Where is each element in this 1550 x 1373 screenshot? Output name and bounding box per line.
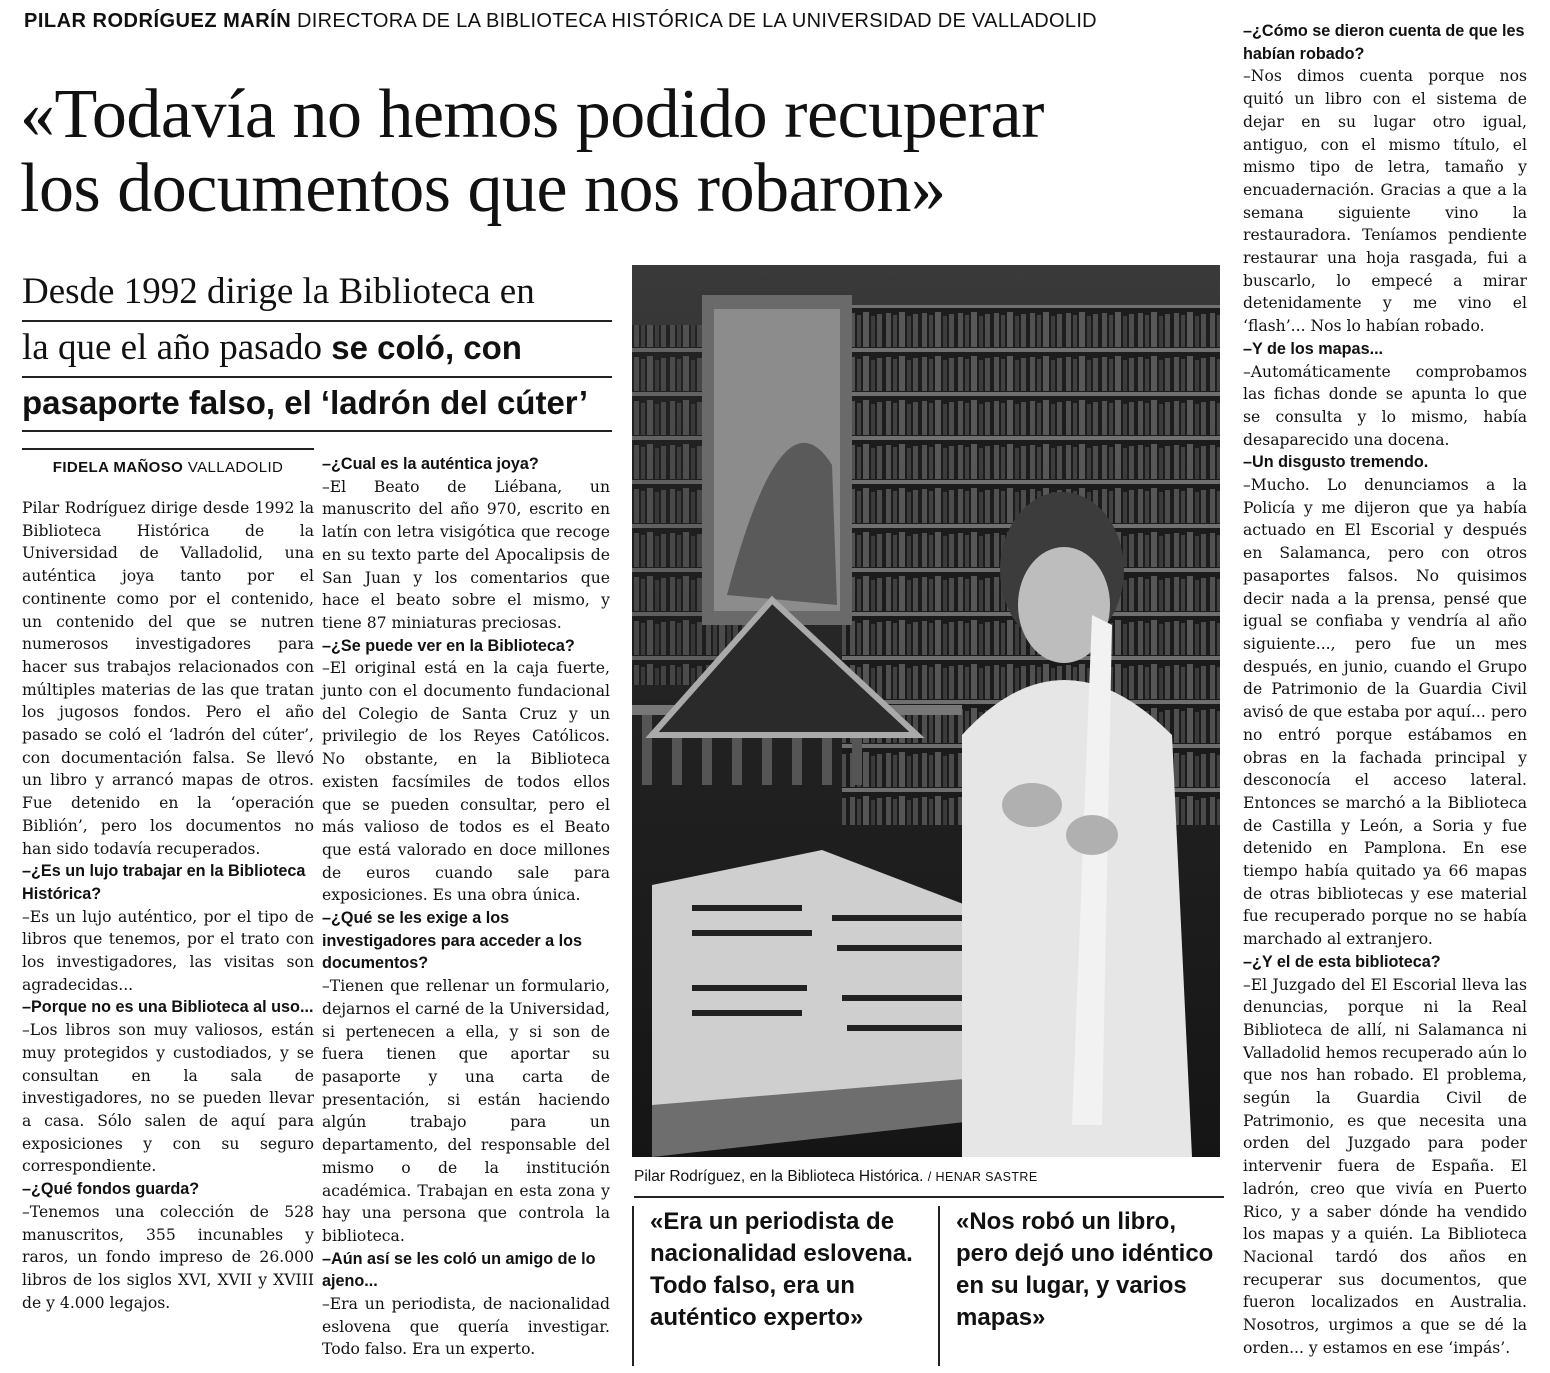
interview-question: –¿Cómo se dieron cuenta de que les habían robado? [1243, 22, 1525, 63]
interview-question: –¿Es un lujo trabajar en la Biblioteca Histórica? [22, 862, 306, 903]
photo-library-woman-manuscript-icon [632, 265, 1220, 1157]
subheadline [22, 266, 612, 432]
interview-question: –¿Cual es la auténtica joya? [322, 455, 539, 473]
interview-answer: –Automáticamente comprobamos las fichas donde se apunta lo que se consulta y lo mismo, había desaparecido una docena. [1243, 362, 1527, 449]
interview-answer: –Nos dimos cuenta porque nos quitó un libro con el sistema de dejar en su lugar otro igual, antiguo, con el mismo título, el mismo tipo de letra, tamaño y encuadernación. Gracias a que a la semana siguiente vino la restauradora. Teníamos pendiente restaurar una hoja rasgada, fui a buscarlo, lo empecé a mirar detenidamente y me vino el ‘flash’... Nos lo habían robado. [1243, 67, 1527, 336]
pullquote-bar [632, 1206, 634, 1366]
interview-question: –¿Qué fondos guarda? [22, 1180, 200, 1199]
caption-text: Pilar Rodríguez, en la Biblioteca Histórica. [634, 1168, 924, 1185]
text-column-1 [22, 497, 314, 1314]
text-column-3 [1243, 20, 1527, 1359]
library-photo [632, 265, 1220, 1157]
intro-paragraph: Pilar Rodríguez dirige desde 1992 la Biblioteca Histórica de la Universidad de Valladolid, una auténtica joya tanto por el continente como por el contenido, un contenido del que se nutren numerosos investigadores para hacer sus trabajos relacionados con múltiples materias de las que tratan los jugosos fondos. Pero el año pasado se coló el ‘ladrón del cúter’, con documentación falsa. Se llevó un libro y arrancó mapas de otros. Fue detenido en la ‘operación Biblión’, pero los documentos no han sido todavía recuperados. [22, 499, 314, 858]
byline-author: FIDELA MAÑOSO [52, 459, 184, 476]
subheadline-line-3: pasaporte falso, el ‘ladrón del cúter’ [22, 378, 612, 432]
headline [20, 78, 1230, 226]
subheadline-line-2-bold: se coló, con [331, 329, 522, 366]
pullquote-2: «Nos robó un libro, pero dejó uno idéntico en su lugar, y varios mapas» [956, 1208, 1214, 1331]
interview-question: –¿Se puede ver en la Biblioteca? [322, 636, 575, 655]
interview-answer: –Tenemos una colección de 528 manuscritos, 355 incunables y raros, un fondo impreso de 26.000 libros de los siglos XVI, XVII y XVIII de y 4.000 legajos. [22, 1202, 314, 1312]
interview-answer: –Los libros son muy valiosos, están muy protegidos y custodiados, y se consultan en la sala de investigadores, no se pueden llevar a casa. Sólo salen de aquí para exposiciones y con su seguro correspondiente. [22, 1021, 314, 1176]
article-kicker [24, 10, 1224, 33]
interview-answer: –El Beato de Liébana, un manuscrito del año 970, escrito en latín con letra visigótica que recoge en su texto parte del Apocalipsis de San Juan y los comentarios que hace el beato sobre el mismo, y tiene 87 miniaturas preciosas. [322, 477, 610, 632]
interview-answer: –Tienen que rellenar un formulario, dejarnos el carné de la Universidad, si pertenecen a ella, y si son de fuera tienen que aportar su pasaporte y una carta de presentación, si están haciendo algún trabajo para un departamento, del responsable del mismo o de la institución académica. Trabajan en esta zona y hay una persona que controla la biblioteca. [322, 977, 610, 1245]
interview-question: –Un disgusto tremendo. [1243, 453, 1429, 472]
interview-question: –¿Qué se les exige a los investigadores para acceder a los documentos? [322, 909, 583, 973]
headline-line-1: «Todavía no hemos podido recuperar [20, 76, 1044, 153]
byline [22, 448, 314, 476]
interview-question: –Y de los mapas... [1243, 339, 1384, 358]
interviewee-name: PILAR RODRÍGUEZ MARÍN [24, 10, 292, 32]
subheadline-line-1: Desde 1992 dirige la Biblioteca en [22, 266, 612, 322]
subheadline-line-2 [22, 322, 612, 378]
photo-credit: / HENAR SASTRE [927, 1170, 1038, 1184]
pullquote-1: «Era un periodista de nacionalidad eslovena. Todo falso, era un auténtico experto» [650, 1208, 913, 1331]
interview-question: –Aún así se les coló un amigo de lo ajeno... [322, 1249, 596, 1291]
byline-place: VALLADOLID [187, 459, 284, 476]
interview-answer: –Es un lujo auténtico, por el tipo de libros que tenemos, por el trato con los investigadores, las visitas son agradecidas... [22, 907, 314, 994]
photo-caption [634, 1168, 1224, 1186]
interview-question: –Porque no es una Biblioteca al uso... [22, 998, 314, 1017]
interview-answer: –Era un periodista, de nacionalidad eslovena que quería investigar. Todo falso. Era un experto. [322, 1295, 610, 1359]
interviewee-role: DIRECTORA DE LA BIBLIOTECA HISTÓRICA DE LA UNIVERSIDAD DE VALLADOLID [297, 10, 1097, 32]
pullquote-divider [634, 1196, 1224, 1198]
headline-line-2: los documentos que nos robaron» [20, 150, 946, 227]
subheadline-line-2-plain: la que el año pasado [22, 327, 332, 368]
text-column-2 [322, 453, 610, 1361]
pullquote-bar [938, 1206, 940, 1366]
interview-question: –¿Y el de esta biblioteca? [1243, 952, 1441, 971]
interview-answer: –El Juzgado del El Escorial lleva las denuncias, porque ni la Real Biblioteca de allí, ni Salamanca ni Valladolid hemos recuperado aún lo que nos han robado. El problema, según la Guardia Civil de Patrimonio, es que necesita una orden del Juzgado para poder intervenir fuera de España. El ladrón, creo que vivía en Puerto Rico, y a saber dónde ha vendido los mapas y a quién. La Biblioteca Nacional tardó dos años en recuperar sus documentos, que fueron localizados en Australia. Nosotros, urgimos a que se dé la orden... y estamos en ese ‘impás’. [1243, 975, 1527, 1357]
interview-answer: –El original está en la caja fuerte, junto con el documento fundacional del Colegio de Santa Cruz y un privilegio de los Reyes Católicos. No obstante, en la Biblioteca existen facsímiles de todos ellos que se pueden consultar, pero el más valioso de todos es el Beato que está valorado en doce millones de euros cuando sale para exposiciones. Es una obra única. [322, 659, 610, 905]
interview-answer: –Mucho. Lo denunciamos a la Policía y me dijeron que ya había actuado en El Escorial y después en Salamanca, pero con otros pasaportes falsos. No quisimos decir nada a la prensa, pensé que igual se confiaba y vendría al año siguiente..., pero fue un mes después, en junio, cuando el Grupo de Patrimonio de la Guardia Civil avisó de que estaba por aquí... pero no entró porque estábamos en obras en la fachada principal y desconocía el acceso lateral. Entonces se marchó a la Biblioteca de Castilla y León, a Soria y fue detenido en Pamplona. En ese tiempo había quitado ya 66 mapas de otras bibliotecas y ese material fue recuperado porque no se había marchado al extranjero. [1243, 476, 1527, 949]
